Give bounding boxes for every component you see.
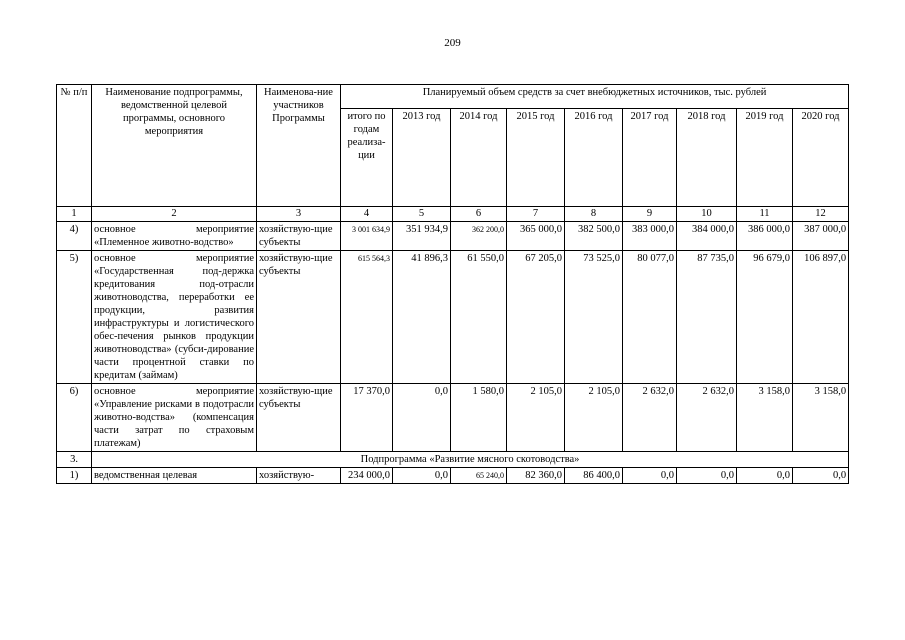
column-number: 6 bbox=[451, 207, 507, 222]
table-row bbox=[57, 468, 849, 484]
budget-table bbox=[56, 84, 849, 484]
row-value: 0,0 bbox=[393, 384, 451, 452]
header-volume: Планируемый объем средств за счет внебюджетных источников, тыс. рублей bbox=[341, 85, 849, 109]
row-total: 17 370,0 bbox=[341, 384, 393, 452]
subprogram-row bbox=[57, 452, 849, 468]
page-number: 209 bbox=[444, 37, 461, 49]
row-value: 61 550,0 bbox=[451, 251, 507, 384]
row-no: 4) bbox=[57, 222, 92, 251]
row-value: 106 897,0 bbox=[793, 251, 849, 384]
row-value: 3 158,0 bbox=[793, 384, 849, 452]
row-name: ведомственная целевая bbox=[92, 468, 257, 484]
column-number: 7 bbox=[507, 207, 565, 222]
row-value: 2 632,0 bbox=[677, 384, 737, 452]
row-value: 2 632,0 bbox=[623, 384, 677, 452]
row-no: 5) bbox=[57, 251, 92, 384]
table-row bbox=[57, 384, 849, 452]
header-year: 2016 год bbox=[565, 109, 623, 207]
header-name: Наименование подпрограммы, ведомственной целевой программы, основного мероприятия bbox=[92, 85, 257, 207]
row-value: 2 105,0 bbox=[507, 384, 565, 452]
row-value: 386 000,0 bbox=[737, 222, 793, 251]
column-number: 5 bbox=[393, 207, 451, 222]
header-no: № п/п bbox=[57, 85, 92, 207]
row-value: 383 000,0 bbox=[623, 222, 677, 251]
column-number: 3 bbox=[257, 207, 341, 222]
header-year: 2015 год bbox=[507, 109, 565, 207]
header-year: 2013 год bbox=[393, 109, 451, 207]
column-number-row bbox=[57, 207, 849, 222]
row-value: 0,0 bbox=[793, 468, 849, 484]
header-year: 2017 год bbox=[623, 109, 677, 207]
row-value: 80 077,0 bbox=[623, 251, 677, 384]
row-value: 65 240,0 bbox=[451, 468, 507, 484]
row-value: 0,0 bbox=[623, 468, 677, 484]
row-value: 3 158,0 bbox=[737, 384, 793, 452]
row-value: 362 200,0 bbox=[451, 222, 507, 251]
row-value: 351 934,9 bbox=[393, 222, 451, 251]
header-year: 2014 год bbox=[451, 109, 507, 207]
row-participants: хозяйствую-щие субъекты bbox=[257, 251, 341, 384]
column-number: 9 bbox=[623, 207, 677, 222]
header-year: 2019 год bbox=[737, 109, 793, 207]
row-total: 3 001 634,9 bbox=[341, 222, 393, 251]
row-value: 365 000,0 bbox=[507, 222, 565, 251]
row-value: 96 679,0 bbox=[737, 251, 793, 384]
row-name: основное мероприятие «Государственная под-держка кредитования под-отрасли животноводства, переработки ее продукции, развития инфраструктуры и логистического обес-печения рынков продукции животноводства» (субси-дирование части процентной ставки по кредитам (займам) bbox=[92, 251, 257, 384]
row-no: 1) bbox=[57, 468, 92, 484]
row-participants: хозяйствую-щие субъекты bbox=[257, 222, 341, 251]
row-value: 0,0 bbox=[677, 468, 737, 484]
table-row bbox=[57, 222, 849, 251]
header-total: итого по годам реализа-ции bbox=[341, 109, 393, 207]
column-number: 8 bbox=[565, 207, 623, 222]
row-value: 387 000,0 bbox=[793, 222, 849, 251]
row-value: 73 525,0 bbox=[565, 251, 623, 384]
subprogram-title: Подпрограмма «Развитие мясного скотоводства» bbox=[92, 452, 849, 468]
row-value: 1 580,0 bbox=[451, 384, 507, 452]
row-value: 86 400,0 bbox=[565, 468, 623, 484]
header-year: 2018 год bbox=[677, 109, 737, 207]
column-number: 10 bbox=[677, 207, 737, 222]
row-value: 2 105,0 bbox=[565, 384, 623, 452]
column-number: 12 bbox=[793, 207, 849, 222]
row-name: основное мероприятие «Племенное животно-водство» bbox=[92, 222, 257, 251]
row-value: 41 896,3 bbox=[393, 251, 451, 384]
row-value: 0,0 bbox=[737, 468, 793, 484]
row-no: 6) bbox=[57, 384, 92, 452]
header-participants: Наименова-ние участников Программы bbox=[257, 85, 341, 207]
column-number: 4 bbox=[341, 207, 393, 222]
row-value: 384 000,0 bbox=[677, 222, 737, 251]
row-total: 615 564,3 bbox=[341, 251, 393, 384]
column-number: 11 bbox=[737, 207, 793, 222]
row-value: 87 735,0 bbox=[677, 251, 737, 384]
row-participants: хозяйствую- bbox=[257, 468, 341, 484]
header-year: 2020 год bbox=[793, 109, 849, 207]
row-value: 382 500,0 bbox=[565, 222, 623, 251]
row-value: 67 205,0 bbox=[507, 251, 565, 384]
row-name: основное мероприятие «Управление рисками в подотрасли животно-водства» (компенсация части затрат по страховым платежам) bbox=[92, 384, 257, 452]
table-row bbox=[57, 251, 849, 384]
row-value: 0,0 bbox=[393, 468, 451, 484]
column-number: 1 bbox=[57, 207, 92, 222]
column-number: 2 bbox=[92, 207, 257, 222]
subprogram-no: 3. bbox=[57, 452, 92, 468]
row-value: 82 360,0 bbox=[507, 468, 565, 484]
row-participants: хозяйствую-щие субъекты bbox=[257, 384, 341, 452]
row-total: 234 000,0 bbox=[341, 468, 393, 484]
